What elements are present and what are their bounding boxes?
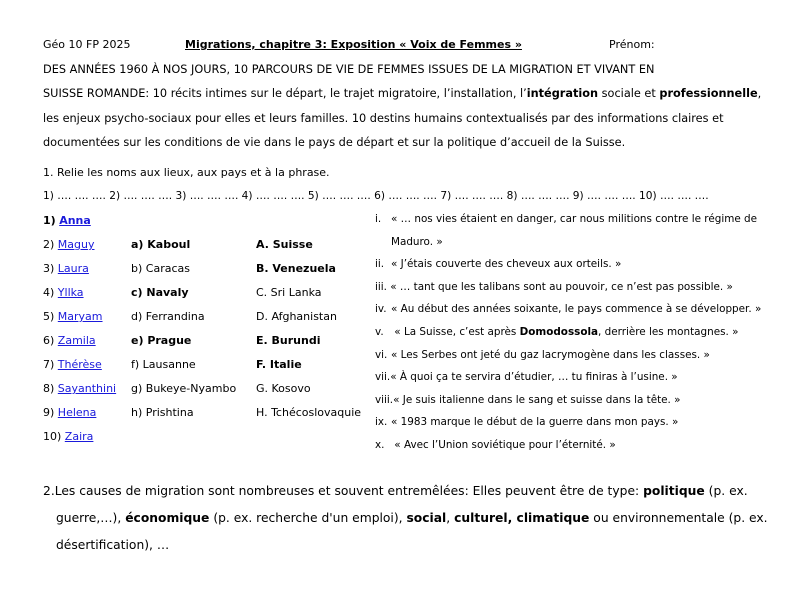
name-item — [43, 214, 91, 227]
name-link[interactable]: Thérèse — [57, 358, 102, 371]
quote-text: Maduro. » — [391, 235, 443, 248]
name-item — [43, 262, 89, 275]
place-item: a) Kaboul — [131, 238, 191, 251]
name-link[interactable]: Maryam — [57, 310, 103, 323]
quote-text: « J’étais couverte des cheveux aux orteils. » — [391, 258, 622, 271]
country-item: E. Burundi — [256, 334, 321, 347]
name-link[interactable]: Laura — [57, 262, 89, 275]
country-item: A. Suisse — [256, 238, 313, 251]
page-title: Migrations, chapitre 3: Exposition « Voix de Femmes » — [185, 38, 522, 51]
quote-number: iv. — [375, 303, 387, 316]
name-item — [43, 358, 102, 371]
quote-item — [375, 326, 738, 338]
quote-text: , derrière les montagnes. » — [598, 326, 739, 338]
ex2-text: (p. ex. recherche d'un emploi), — [209, 511, 407, 525]
ex2-bold-culturel-climatique: culturel, climatique — [454, 511, 590, 525]
quote-text: « Au début des années soixante, le pays commence à se développer. » — [391, 303, 762, 316]
exercise-2-line-1 — [43, 478, 763, 505]
place-item: b) Caracas — [131, 262, 190, 275]
name-number: 2) — [43, 238, 55, 251]
quote-text: « Avec l’Union soviétique pour l’éternité. » — [391, 439, 616, 451]
name-number: 6) — [43, 334, 55, 347]
ex2-text: , — [446, 511, 455, 525]
name-link[interactable]: Yllka — [57, 286, 84, 299]
ex2-bold-politique: politique — [643, 484, 705, 498]
intro-text: SUISSE ROMANDE: 10 récits intimes sur le départ, le trajet migratoire, l’installation, l’ — [43, 87, 527, 101]
place-item: d) Ferrandina — [131, 310, 205, 323]
quote-item — [375, 349, 710, 361]
course-label: Géo 10 FP 2025 — [43, 38, 131, 51]
name-link[interactable]: Zamila — [57, 334, 96, 347]
name-link[interactable]: Maguy — [57, 238, 95, 251]
ex2-text: ou environnementale (p. ex. — [589, 511, 768, 525]
intro-text: , — [757, 87, 762, 101]
name-link[interactable]: Anna — [59, 214, 91, 227]
quote-text: « … tant que les talibans sont au pouvoir, ce n’est pas possible. » — [386, 280, 733, 293]
name-link[interactable]: Sayanthini — [57, 382, 117, 395]
place-item: g) Bukeye-Nyambo — [131, 382, 237, 395]
quote-number: iii. — [375, 280, 387, 293]
country-item: B. Venezuela — [256, 262, 336, 275]
name-item — [43, 382, 116, 395]
exercise-2-line-3: désertification), … — [56, 538, 170, 552]
intro-bold-integration: intégration — [526, 87, 599, 101]
country-item: F. Italie — [256, 358, 302, 371]
name-number: 9) — [43, 406, 55, 419]
exercise-1-instruction: 1. Relie les noms aux lieux, aux pays et à la phrase. — [43, 166, 330, 179]
name-number: 4) — [43, 286, 55, 299]
quote-item — [375, 258, 621, 270]
quote-item — [375, 236, 443, 248]
name-item — [43, 334, 96, 347]
quote-text: « Je suis italienne dans le sang et suisse dans la tête. » — [393, 393, 681, 406]
name-item — [43, 286, 84, 299]
name-item — [43, 310, 103, 323]
country-item: G. Kosovo — [256, 382, 311, 395]
place-item: h) Prishtina — [131, 406, 194, 419]
quote-number: vii. — [375, 371, 391, 384]
place-item: f) Lausanne — [131, 358, 196, 371]
quote-item — [375, 213, 757, 225]
intro-line-3: les enjeux psycho-sociaux pour elles et leurs familles. 10 destins humains contextualisés par des informations claires et — [43, 111, 724, 125]
exercise-2-paragraph — [43, 478, 768, 559]
quote-item — [375, 303, 761, 315]
quote-text: « 1983 marque le début de la guerre dans mon pays. » — [391, 416, 679, 429]
name-number: 5) — [43, 310, 55, 323]
intro-line-4: documentées sur les conditions de vie dans le pays de départ et sur la politique d’accueil de la Suisse. — [43, 135, 626, 149]
quote-number: vi. — [375, 348, 388, 361]
quote-number: ii. — [375, 258, 385, 271]
ex2-text: (p. ex. — [704, 484, 748, 498]
quote-number: i. — [375, 213, 382, 225]
quote-number: ix. — [375, 416, 388, 429]
ex2-bold-social: social — [406, 511, 447, 525]
name-number: 1) — [43, 214, 56, 227]
answer-line[interactable]: 1) …. …. …. 2) …. …. …. 3) …. …. …. 4) …. …. …. 5) …. …. …. 6) …. …. …. 7) …. …. …. 8) …. …. …. 9) …. …. …. 10) …. …. …. — [43, 190, 709, 202]
name-item — [43, 238, 95, 251]
quote-bold-place: Domodossola — [519, 326, 599, 338]
intro-line-2 — [43, 82, 763, 106]
country-item: C. Sri Lanka — [256, 286, 322, 299]
quote-item — [375, 439, 616, 451]
quote-item — [375, 281, 733, 293]
quote-item — [375, 371, 678, 383]
ex2-text: guerre,…), — [56, 511, 126, 525]
name-number: 7) — [43, 358, 55, 371]
intro-bold-professionnelle: professionnelle — [659, 87, 758, 101]
ex2-bold-economique: économique — [125, 511, 210, 525]
exercise-2-line-2 — [43, 505, 768, 532]
name-item — [43, 406, 96, 419]
intro-paragraph — [43, 58, 763, 155]
intro-line-1: DES ANNÉES 1960 À NOS JOURS, 10 PARCOURS DE VIE DE FEMMES ISSUES DE LA MIGRATION ET VIVANT EN — [43, 63, 655, 76]
name-link[interactable]: Helena — [57, 406, 97, 419]
place-item: e) Prague — [131, 334, 192, 347]
name-number: 8) — [43, 382, 58, 395]
name-number: 10) — [43, 430, 62, 443]
quote-text: « La Suisse, c’est après — [391, 326, 520, 338]
quote-text: « À quoi ça te servira d’étudier, … tu finiras à l’usine. » — [390, 371, 678, 384]
quote-item — [375, 416, 678, 428]
name-number: 3) — [43, 262, 58, 275]
quote-number: viii. — [375, 393, 394, 406]
ex2-text: 2.Les causes de migration sont nombreuses et souvent entremêlées: Elles peuvent être de type: — [43, 484, 644, 498]
quote-number: v. — [375, 326, 384, 338]
quote-number: x. — [375, 439, 385, 451]
place-item: c) Navaly — [131, 286, 189, 299]
quote-text: « … nos vies étaient en danger, car nous militions contre le régime de — [391, 213, 758, 225]
country-item: H. Tchécoslovaquie — [256, 406, 362, 419]
quote-text: « Les Serbes ont jeté du gaz lacrymogène dans les classes. » — [391, 348, 710, 361]
intro-text: sociale et — [598, 87, 660, 101]
quote-item — [375, 394, 681, 406]
country-item: D. Afghanistan — [256, 310, 337, 323]
name-link[interactable]: Zaira — [64, 430, 94, 443]
firstname-label: Prénom: — [609, 38, 655, 51]
name-item — [43, 430, 93, 443]
